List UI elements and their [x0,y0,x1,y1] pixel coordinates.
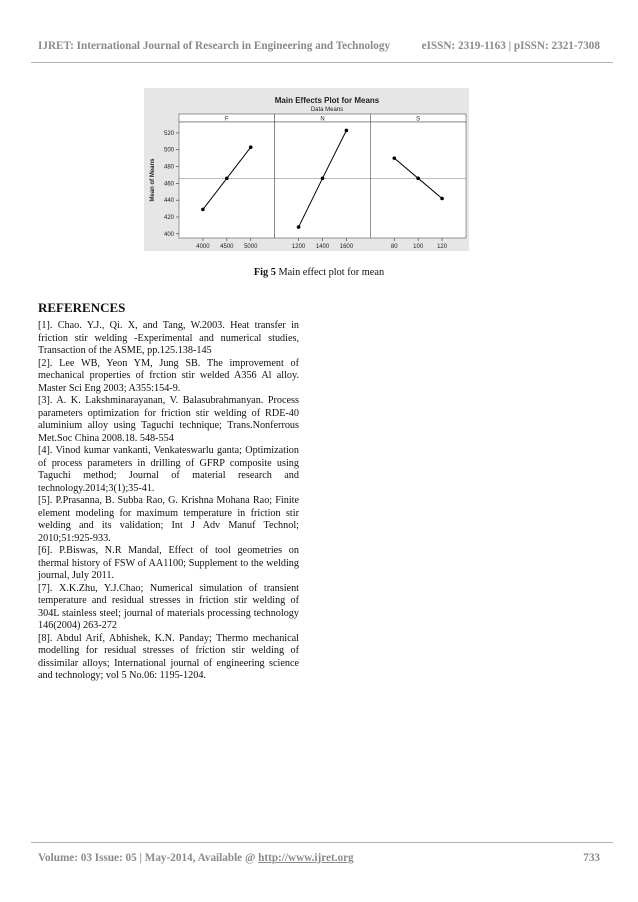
reference-item: [4]. Vinod kumar vankanti, Venkateswarlu ganta; Optimization of process parameters in drilling of GFRP composite using Taguchi method; Journal of material research and technology.2014;3(1);35-41. [38,445,299,494]
x-tick-label: 1200 [291,244,306,250]
x-tick-label: 80 [390,244,398,250]
volume-info: Volume: 03 Issue: 05 | May-2014, Available @ [38,852,259,864]
x-tick-label: 5000 [244,244,258,250]
journal-title: IJRET: International Journal of Research in Engineering and Technology [38,40,391,52]
panel-label: S [416,116,421,123]
data-point [249,145,253,149]
footer-divider [31,842,613,843]
main-effects-figure [144,88,469,251]
x-tick-label: 4500 [220,244,234,250]
reference-item: [7]. X.K.Zhu, Y.J.Chao; Numerical simulation of transient temperature and residual stresses in friction stir welding of 304L stainless steel; journal of materials processing technology 146(2004) 263-272 [38,582,299,631]
data-point [416,177,420,181]
caption-text: Main effect plot for mean [275,267,385,278]
reference-item: [2]. Lee WB, Yeon YM, Jung SB. The improvement of mechanical properties of frction stir welded A356 Al alloy. Master Sci Eng 2003; A355:154-9. [38,357,299,394]
running-footer [38,852,600,864]
x-tick-label: 1400 [315,244,330,250]
panel-label: F [224,116,229,123]
reference-item: [3]. A. K. Lakshminarayanan, V. Balasubrahmanyan. Process parameters optimization for friction stir welding of RDE-40 aluminium alloy using Taguchi technique; Trans.Nonferrous Met.Soc China 2008.18. 548-554 [38,395,299,444]
y-tick-label: 400 [163,231,174,238]
running-header [38,40,600,52]
data-point [392,156,396,160]
data-point [321,177,325,181]
figure-caption [0,267,638,278]
journal-link[interactable]: http://www.ijret.org [258,852,354,864]
data-point [345,129,349,133]
chart-title: Main Effects Plot for Means [274,96,380,105]
x-tick-label: 1600 [339,244,354,250]
chart-subtitle: Data Means [310,107,344,113]
y-tick-label: 460 [163,181,174,188]
issn-text: eISSN: 2319-1163 | pISSN: 2321-7308 [421,40,600,52]
x-tick-label: 4000 [196,244,210,250]
x-tick-label: 100 [413,244,424,250]
header-divider [31,62,613,63]
panel-label: N [320,116,325,123]
reference-item: [6]. P.Biswas, N.R Mandal, Effect of tool geometries on thermal history of FSW of AA1100; Supplement to the welding journal, July 2011. [38,545,299,581]
y-tick-label: 440 [163,198,174,205]
data-point [440,197,444,201]
y-tick-label: 520 [163,130,174,137]
caption-label: Fig 5 [253,267,276,278]
x-tick-label: 120 [437,244,448,250]
data-point [225,177,229,181]
reference-item: [5]. P.Prasanna, B. Subba Rao, G. Krishna Mohana Rao; Finite element modeling for maximum temperature in friction stir welding and its validation; Int J Adv Manuf Technol; 2010;51:925-933. [38,495,299,544]
y-tick-label: 480 [163,164,174,171]
reference-item: [8]. Abdul Arif, Abhishek, K.N. Panday; Thermo mechanical modelling for residual stresses of friction stir welding of dissimilar alloys; International journal of engineering science and technology; vol 5 No.06: 1195-1204. [38,632,299,681]
references-list [38,320,299,683]
y-tick-label: 500 [163,147,174,154]
data-point [297,225,301,229]
data-point [201,208,205,212]
references-heading: REFERENCES [38,300,126,315]
y-tick-label: 420 [163,214,174,221]
y-axis-label: Mean of Means [150,158,156,202]
main-effects-chart [144,88,469,251]
page-number: 733 [583,852,600,864]
reference-item: [1]. Chao. Y.J., Qi. X, and Tang, W.2003. Heat transfer in friction stir welding -Experimental and numerical studies, Transaction of the ASME, pp.125.138-145 [38,320,299,356]
